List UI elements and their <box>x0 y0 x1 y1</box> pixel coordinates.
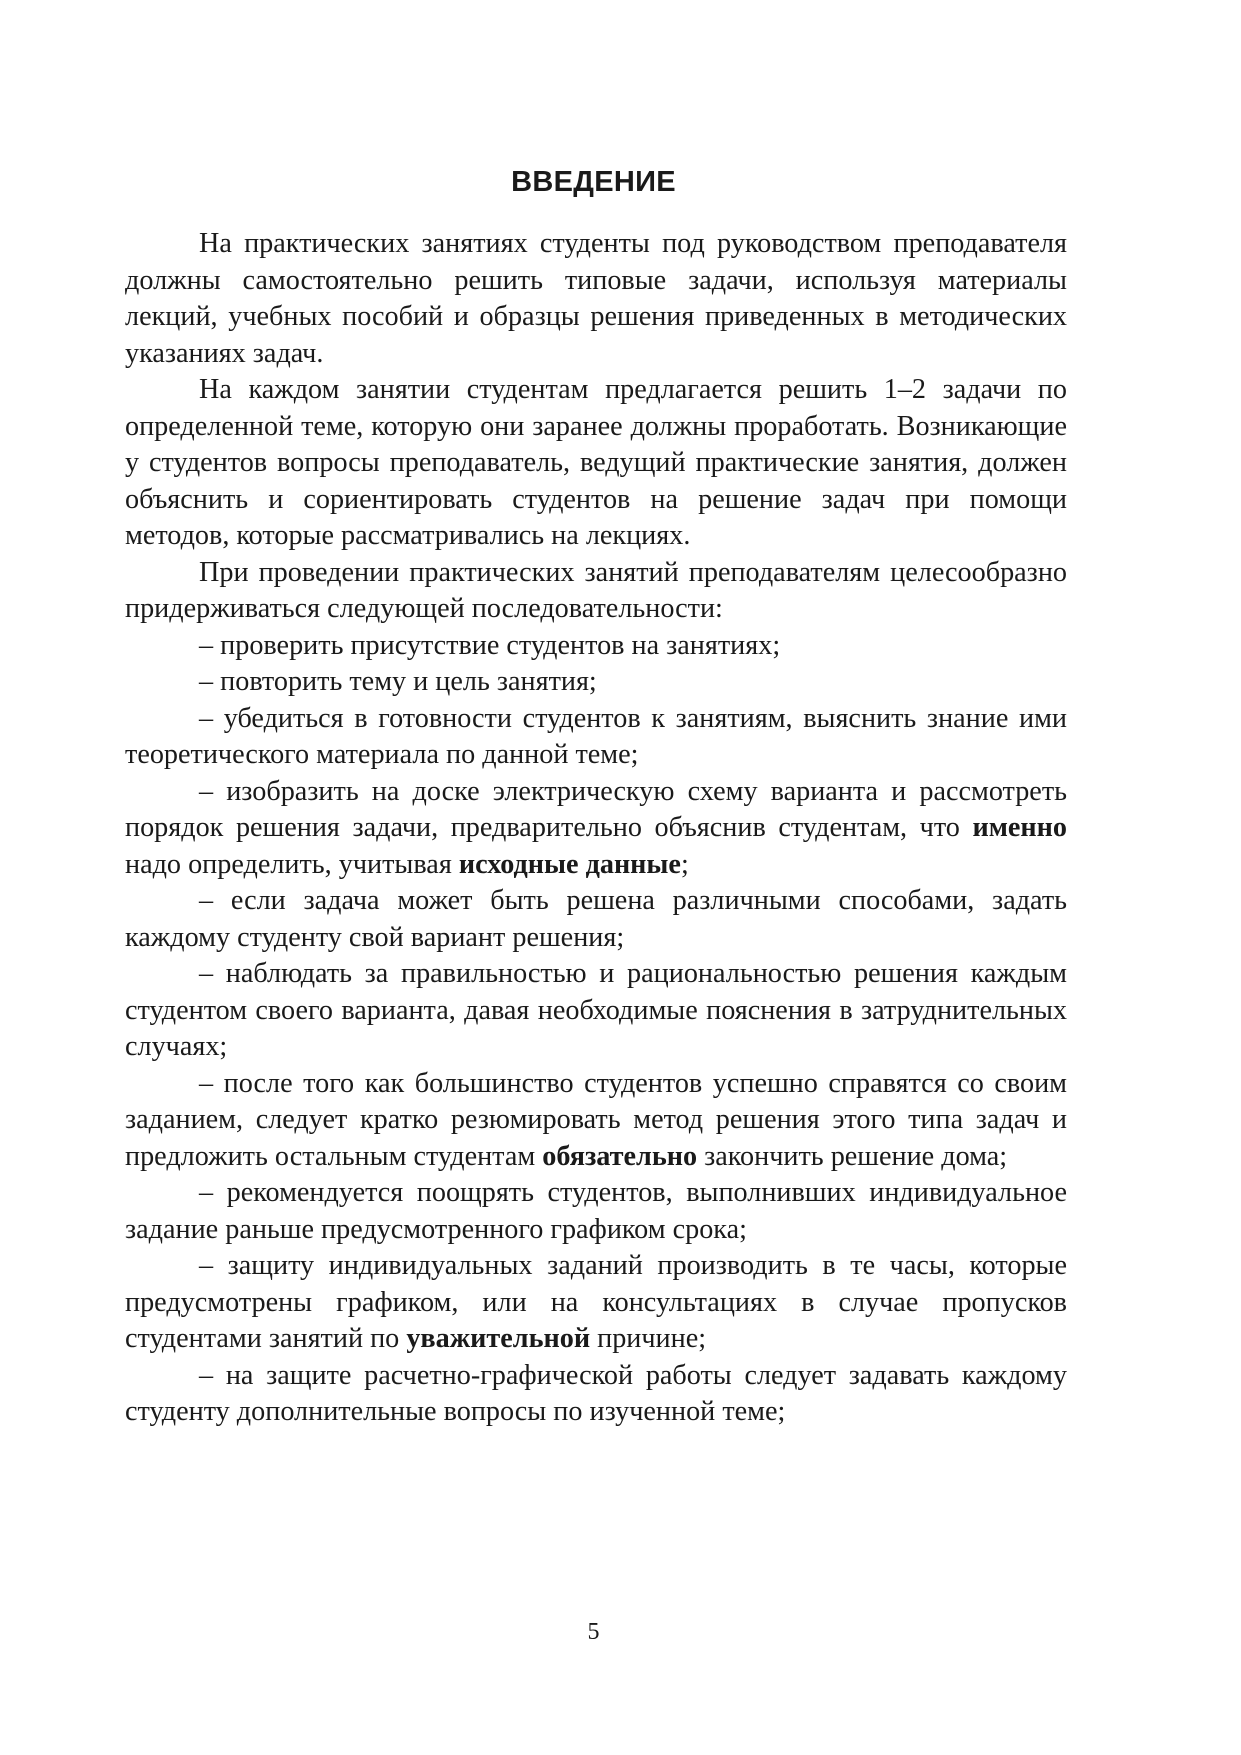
text-segment: – проверить присутствие студентов на занятиях; <box>199 629 781 661</box>
list-item <box>125 883 1067 956</box>
text-segment: – наблюдать за правильностью и рациональностью решения каждым студентом своего варианта, давая необходимые пояснения в затруднительных случаях; <box>125 958 1067 1062</box>
page-title: ВВЕДЕНИЕ <box>511 166 676 198</box>
text-segment: На каждом занятии студентам предлагается решить 1–2 задачи по определенной теме, которую они заранее должны проработать. Возникающие у студентов вопросы преподаватель, ведущий практические занятия, должен объяснить и сориентировать студентов на решение задач при помощи методов, которые рассматривались на лекциях. <box>125 374 1067 551</box>
text-segment: На практических занятиях студенты под руководством преподавателя должны самостоятельно решить типовые задачи, используя материалы лекций, учебных пособий и образцы решения приведенных в методических указаниях задач. <box>125 228 1067 369</box>
text-segment: – повторить тему и цель занятия; <box>199 666 597 697</box>
list-item <box>125 1248 1067 1358</box>
text-segment: – защиту индивидуальных заданий производить в те часы, которые предусмотрены графиком, или на консультациях в случае пропусков студентами занятий по <box>125 1250 1067 1354</box>
text-segment: – на защите расчетно-графической работы следует задавать каждому студенту дополнительные вопросы по изученной теме; <box>125 1359 1067 1427</box>
text-segment: закончить решение дома; <box>697 1140 1008 1172</box>
list-item <box>125 1066 1067 1176</box>
body-text <box>125 226 1067 1431</box>
list-item <box>125 1358 1067 1431</box>
paragraph <box>125 372 1067 555</box>
text-segment: ; <box>680 848 689 880</box>
page-number: 5 <box>587 1619 600 1645</box>
paragraph <box>125 555 1067 628</box>
list-item <box>125 774 1067 884</box>
bold-emphasis: именно <box>972 812 1067 843</box>
list-item <box>125 664 1067 701</box>
bold-emphasis: исходные данные <box>458 848 681 880</box>
text-segment: причине; <box>590 1323 707 1354</box>
paragraph <box>125 226 1067 372</box>
bold-emphasis: обязательно <box>542 1140 698 1172</box>
text-segment: – если задача может быть решена различными способами, задать каждому студенту свой вариант решения; <box>125 885 1067 953</box>
list-item <box>125 628 1067 665</box>
list-item <box>125 956 1067 1066</box>
list-item <box>125 701 1067 774</box>
text-segment: – после того как большинство студентов успешно справятся со своим заданием, следует кратко резюмировать метод решения этого типа задач и предложить остальным студентам <box>125 1067 1067 1172</box>
list-item <box>125 1175 1067 1248</box>
bold-emphasis: уважительной <box>406 1323 591 1354</box>
text-segment: При проведении практических занятий преподавателям целесообразно придерживаться следующей последовательности: <box>125 556 1067 624</box>
text-segment: надо определить, учитывая <box>125 848 459 880</box>
text-segment: – убедиться в готовности студентов к занятиям, выяснить знание ими теоретического материала по данной теме; <box>125 702 1067 770</box>
text-segment: – рекомендуется поощрять студентов, выполнивших индивидуальное задание раньше предусмотренного графиком срока; <box>125 1177 1067 1245</box>
text-segment: – изобразить на доске электрическую схему варианта и рассмотреть порядок решения задачи, предварительно объяснив студентам, что <box>125 775 1067 843</box>
